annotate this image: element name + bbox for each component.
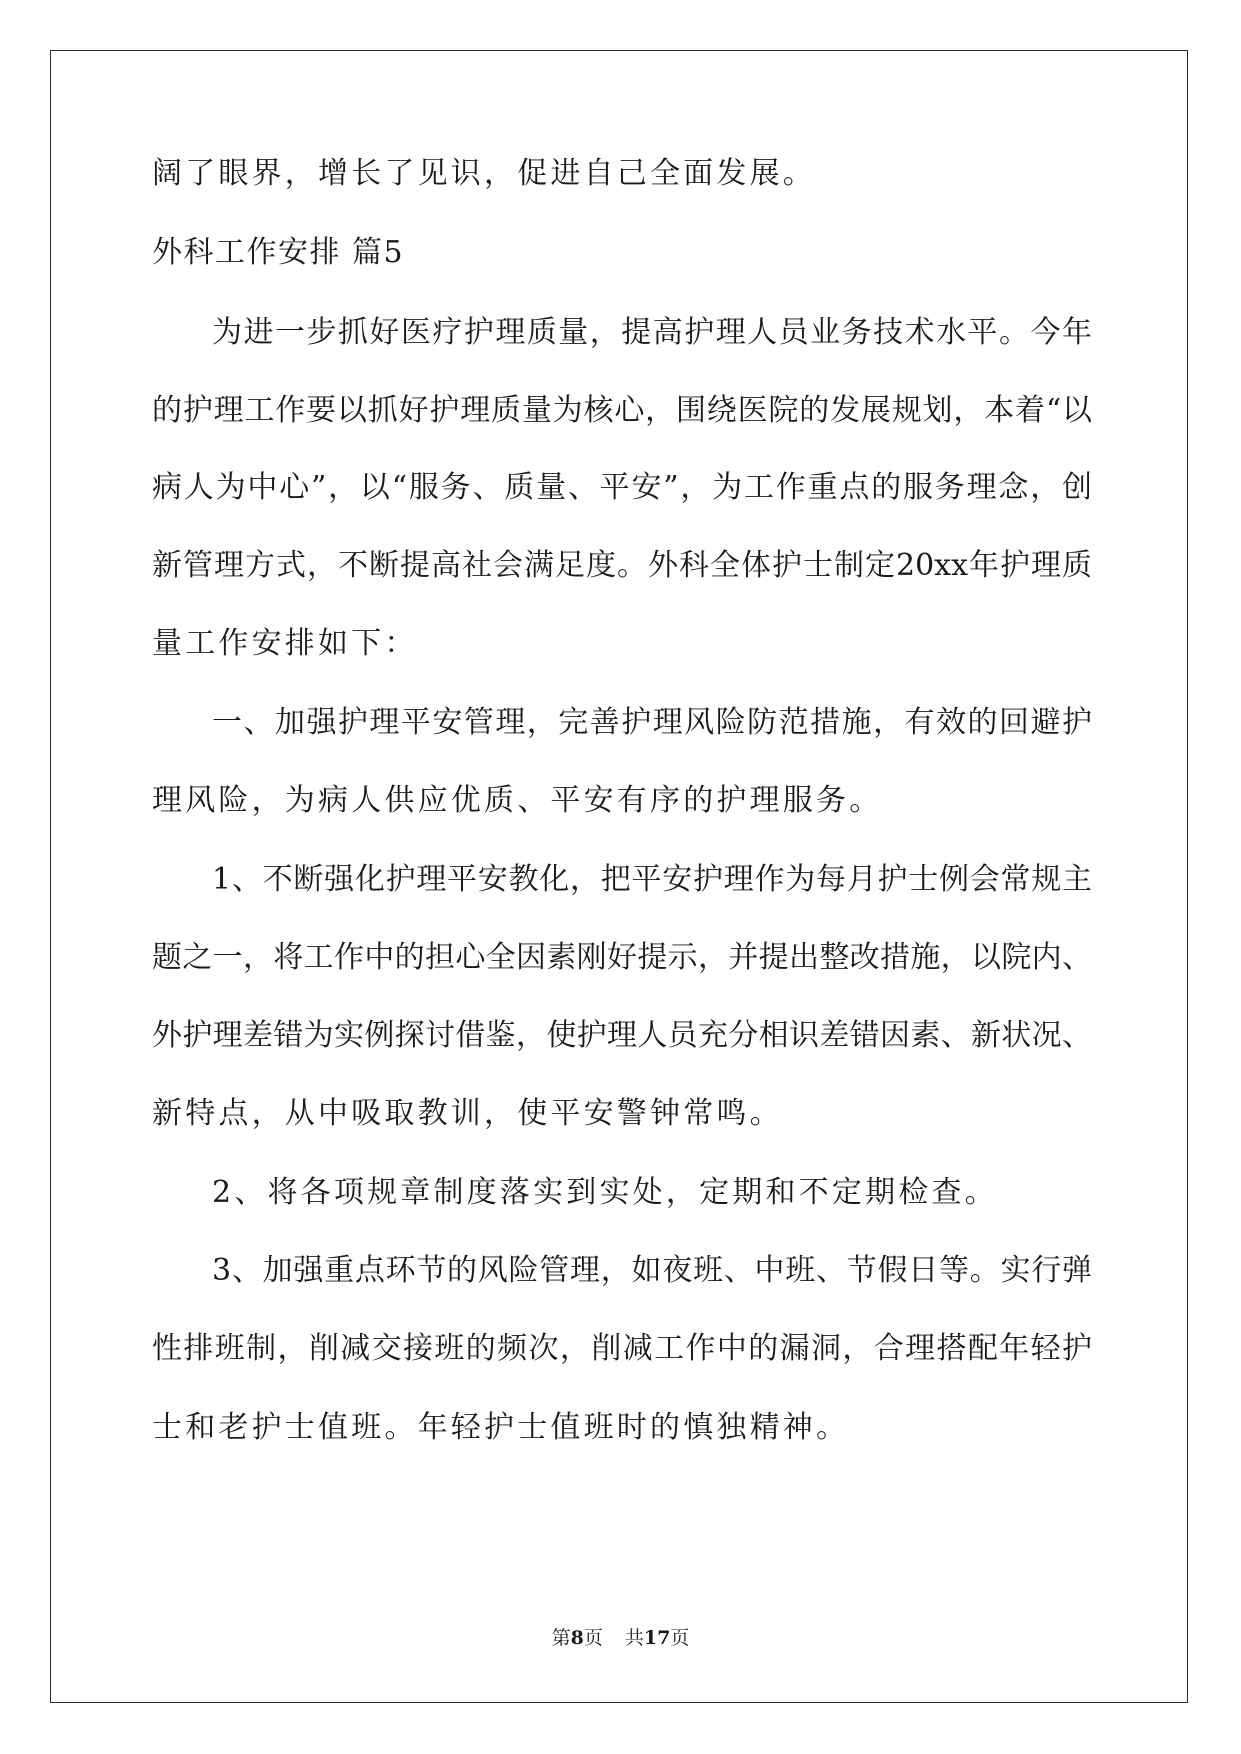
paragraph-line: 题之一，将工作中的担心全因素刚好提示，并提出整改措施，以院内、 — [152, 940, 1092, 975]
paragraph-line: 病人为中心”，以“服务、质量、平安”，为工作重点的服务理念，创 — [152, 470, 1092, 505]
body-line: 阔了眼界，增长了见识，促进自己全面发展。 — [152, 156, 816, 191]
paragraph-line: 量工作安排如下： — [152, 626, 418, 661]
paragraph-line: 2、将各项规章制度落实到实处，定期和不定期检查。 — [212, 1175, 998, 1210]
paragraph-line: 3、加强重点环节的风险管理，如夜班、中班、节假日等。实行弹 — [212, 1253, 1092, 1288]
section-heading: 外科工作安排 篇5 — [152, 235, 405, 270]
page-number: 8 — [570, 1627, 584, 1649]
paragraph-line: 1、不断强化护理平安教化，把平安护理作为每月护士例会常规主 — [212, 862, 1092, 897]
page-footer — [0, 1626, 1241, 1650]
total-pages: 17 — [643, 1627, 671, 1649]
total-prefix: 共 — [624, 1627, 644, 1649]
total-suffix: 页 — [670, 1627, 690, 1649]
paragraph-line: 一、加强护理平安管理，完善护理风险防范措施，有效的回避护 — [212, 705, 1092, 740]
paragraph-line: 外护理差错为实例探讨借鉴，使护理人员充分相识差错因素、新状况、 — [152, 1018, 1092, 1053]
paragraph-line: 为进一步抓好医疗护理质量，提高护理人员业务技术水平。今年 — [212, 315, 1092, 350]
page-prefix: 第 — [551, 1627, 571, 1649]
page-suffix: 页 — [583, 1627, 603, 1649]
paragraph-line: 新管理方式，不断提高社会满足度。外科全体护士制定20xx年护理质 — [152, 548, 1092, 583]
paragraph-line: 士和老护士值班。年轻护士值班时的慎独精神。 — [152, 1410, 850, 1445]
paragraph-line: 的护理工作要以抓好护理质量为核心，围绕医院的发展规划，本着“以 — [152, 393, 1092, 428]
paragraph-line: 新特点，从中吸取教训，使平安警钟常鸣。 — [152, 1096, 783, 1131]
paragraph-line: 性排班制，削减交接班的频次，削减工作中的漏洞，合理搭配年轻护 — [152, 1331, 1092, 1366]
paragraph-line: 理风险，为病人供应优质、平安有序的护理服务。 — [152, 783, 883, 818]
